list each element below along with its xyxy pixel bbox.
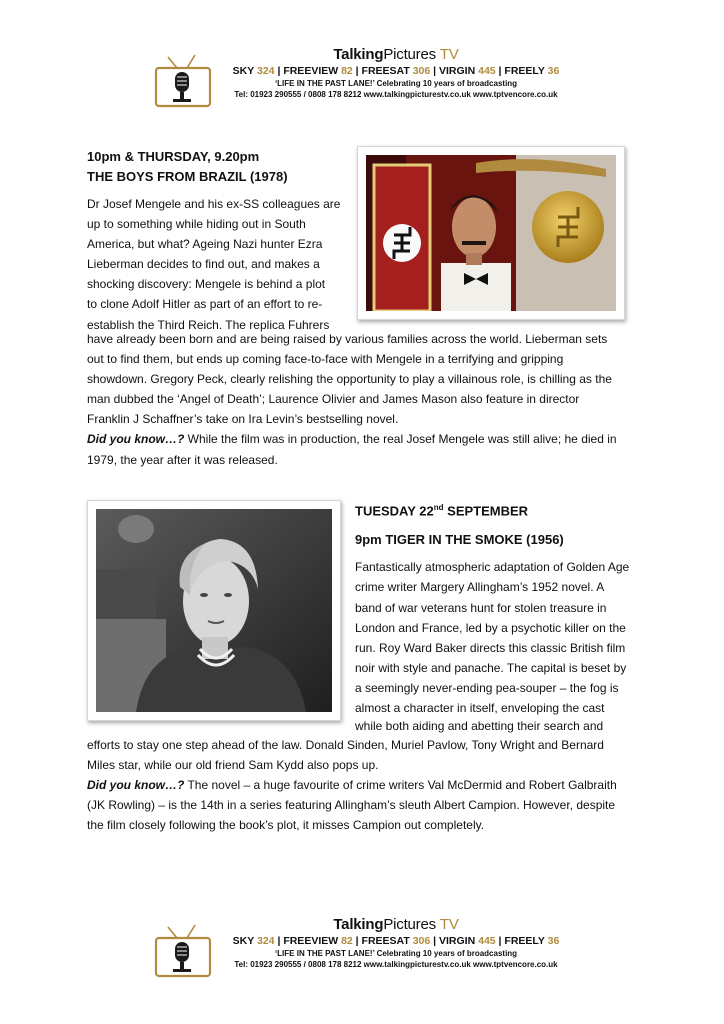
film1-title: THE BOYS FROM BRAZIL (1978) — [87, 169, 288, 184]
film1-text-line: Lieberman decides to find out, and makes a — [87, 257, 320, 272]
film1-text-line: Dr Josef Mengele and his ex-SS colleagues are — [87, 197, 341, 211]
brand-name: TalkingPictures TV — [333, 916, 459, 933]
platform-list: SKY 324 | FREEVIEW 82 | FREESAT 306 | VIRGIN 445 | FREELY 36 — [232, 65, 560, 77]
film1-text-line: man dubbed the ‘Angel of Death’; Laurence Olivier and James Mason also feature in director — [87, 392, 580, 407]
film1-text-line: out to find them, but ends up coming face-to-face with Mengele in a terrifying and gripping — [87, 352, 564, 367]
film2-text-line: the film closely following the book’s plot, it misses Campion out completely. — [87, 818, 485, 833]
film1-text-line: showdown. Gregory Peck, clearly relishing the opportunity to play a villainous role, is chilling as the — [87, 372, 612, 387]
tv-logo-icon — [153, 54, 213, 110]
film2-day: TUESDAY 22nd SEPTEMBER — [355, 503, 529, 519]
film2-text-line: noir with style and panache. The capital is beset by — [355, 660, 627, 675]
film2-text-line: efforts to stay one step ahead of the law. Donald Sinden, Muriel Pavlow, Tony Wright and Bernard — [87, 738, 604, 752]
film2-text-line: (JK Rowling) – is the 14th in a series featuring Allingham’s sleuth Albert Campion. However, despite — [87, 798, 616, 813]
film2-text-line: Miles star, while our old friend Sam Kydd also pops up. — [87, 758, 379, 773]
brand-name: TalkingPictures TV — [333, 46, 459, 63]
film2-wrap-line — [355, 716, 603, 736]
film1-text-line: up to something while hiding out in South — [87, 217, 306, 232]
film2-title: 9pm TIGER IN THE SMOKE (1956) — [355, 532, 564, 548]
film1-text-line: have already been born and are being raised by various families across the world. Lieberman sets — [87, 332, 608, 346]
film1-did-you-know: Did you know…? While the film was in production, the real Josef Mengele was still alive; he died in — [87, 432, 617, 447]
film1-text-line: Franklin J Schaffner’s take on Ira Levin’s bestselling novel. — [87, 412, 399, 427]
film2-text-line: almost a character in itself, enveloping the cast — [355, 700, 605, 715]
film2-text-line: Fantastically atmospheric adaptation of Golden Age — [355, 560, 630, 575]
film2-text-line: while both aiding and abetting their search and — [355, 719, 604, 733]
film2-text-line: a seemingly never-ending pea-souper – the fog is — [355, 680, 619, 695]
film2-text-line: band of war veterans hunt for stolen treasure in — [355, 600, 607, 615]
film1-text-line: to clone Adolf Hitler as part of an effort to re- — [87, 297, 323, 312]
film2-text-line: crime writer Margery Allingham’s 1952 novel. A — [355, 580, 605, 595]
contact-line: Tel: 01923 290555 / 0808 178 8212 www.talkingpicturestv.co.uk www.tptvencore.co.uk — [234, 960, 558, 969]
page-footer — [0, 916, 724, 986]
film1-text-line: shocking discovery: Mengele is behind a plot — [87, 277, 326, 292]
film1-text-line: 1979, the year after it was released. — [87, 452, 278, 467]
film2-did-you-know: Did you know…? The novel – a huge favourite of crime writers Val McDermid and Robert Galbraith — [87, 778, 617, 793]
film1-block — [87, 147, 357, 335]
film2-text-line: run. Roy Ward Baker directs this classic British film — [355, 640, 626, 655]
film1-continued — [87, 329, 647, 470]
film2-text-line: London and France, led by a psychotic killer on the — [355, 620, 626, 635]
film1-still-photo — [357, 146, 625, 320]
contact-line: Tel: 01923 290555 / 0808 178 8212 www.talkingpicturestv.co.uk www.tptvencore.co.uk — [234, 90, 558, 99]
page-header — [0, 46, 724, 116]
tagline: ‘LIFE IN THE PAST LANE!’ Celebrating 10 years of broadcasting — [274, 949, 518, 958]
film2-continued — [87, 735, 647, 835]
tv-logo-icon — [153, 924, 213, 980]
film1-text-line: establish the Third Reich. The replica Fuhrers — [87, 317, 330, 332]
film2-still-photo — [87, 500, 341, 721]
film2-block — [355, 498, 655, 718]
film1-time: 10pm & THURSDAY, 9.20pm — [87, 149, 260, 164]
film1-text-line: America, but what? Ageing Nazi hunter Ezra — [87, 237, 323, 252]
platform-list: SKY 324 | FREEVIEW 82 | FREESAT 306 | VIRGIN 445 | FREELY 36 — [232, 935, 560, 947]
tagline: ‘LIFE IN THE PAST LANE!’ Celebrating 10 years of broadcasting — [274, 79, 518, 88]
